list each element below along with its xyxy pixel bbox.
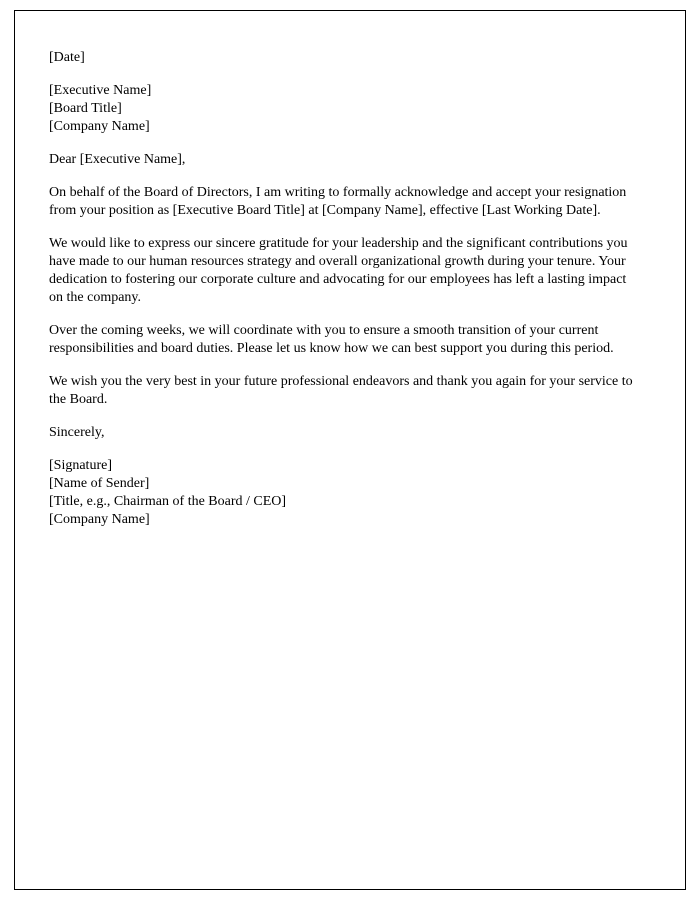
body-paragraph: Over the coming weeks, we will coordinate with you to ensure a smooth transition of your current responsibilities and board duties. Please let us know how we can best support you during this period. xyxy=(49,323,614,356)
letter-content xyxy=(15,11,685,529)
sender-company-line: [Company Name] xyxy=(49,512,150,527)
salutation: Dear [Executive Name], xyxy=(49,152,186,167)
recipient-name: [Executive Name] xyxy=(49,83,152,98)
closing: Sincerely, xyxy=(49,425,105,440)
recipient-company: [Company Name] xyxy=(49,119,150,134)
recipient-title: [Board Title] xyxy=(49,101,122,116)
body-paragraph: We wish you the very best in your future professional endeavors and thank you again for your service to the Board. xyxy=(49,374,633,407)
sender-title-line: [Title, e.g., Chairman of the Board / CEO] xyxy=(49,494,287,509)
date-line: [Date] xyxy=(49,50,85,65)
signature-line: [Signature] xyxy=(49,458,112,473)
signature-block xyxy=(49,457,637,529)
body-paragraph: On behalf of the Board of Directors, I am writing to formally acknowledge and accept your resignation from your position as [Executive Board Title] at [Company Name], effective [Last Working Date]. xyxy=(49,185,627,218)
sender-name-line: [Name of Sender] xyxy=(49,476,150,491)
letter-page xyxy=(14,10,686,890)
body-paragraph: We would like to express our sincere gratitude for your leadership and the significant contributions you have made to our human resources strategy and overall organizational growth during your tenure. Your dedication to fostering our corporate culture and advocating for our employees has left a lasting impact on the company. xyxy=(49,236,628,305)
recipient-block xyxy=(49,82,637,136)
